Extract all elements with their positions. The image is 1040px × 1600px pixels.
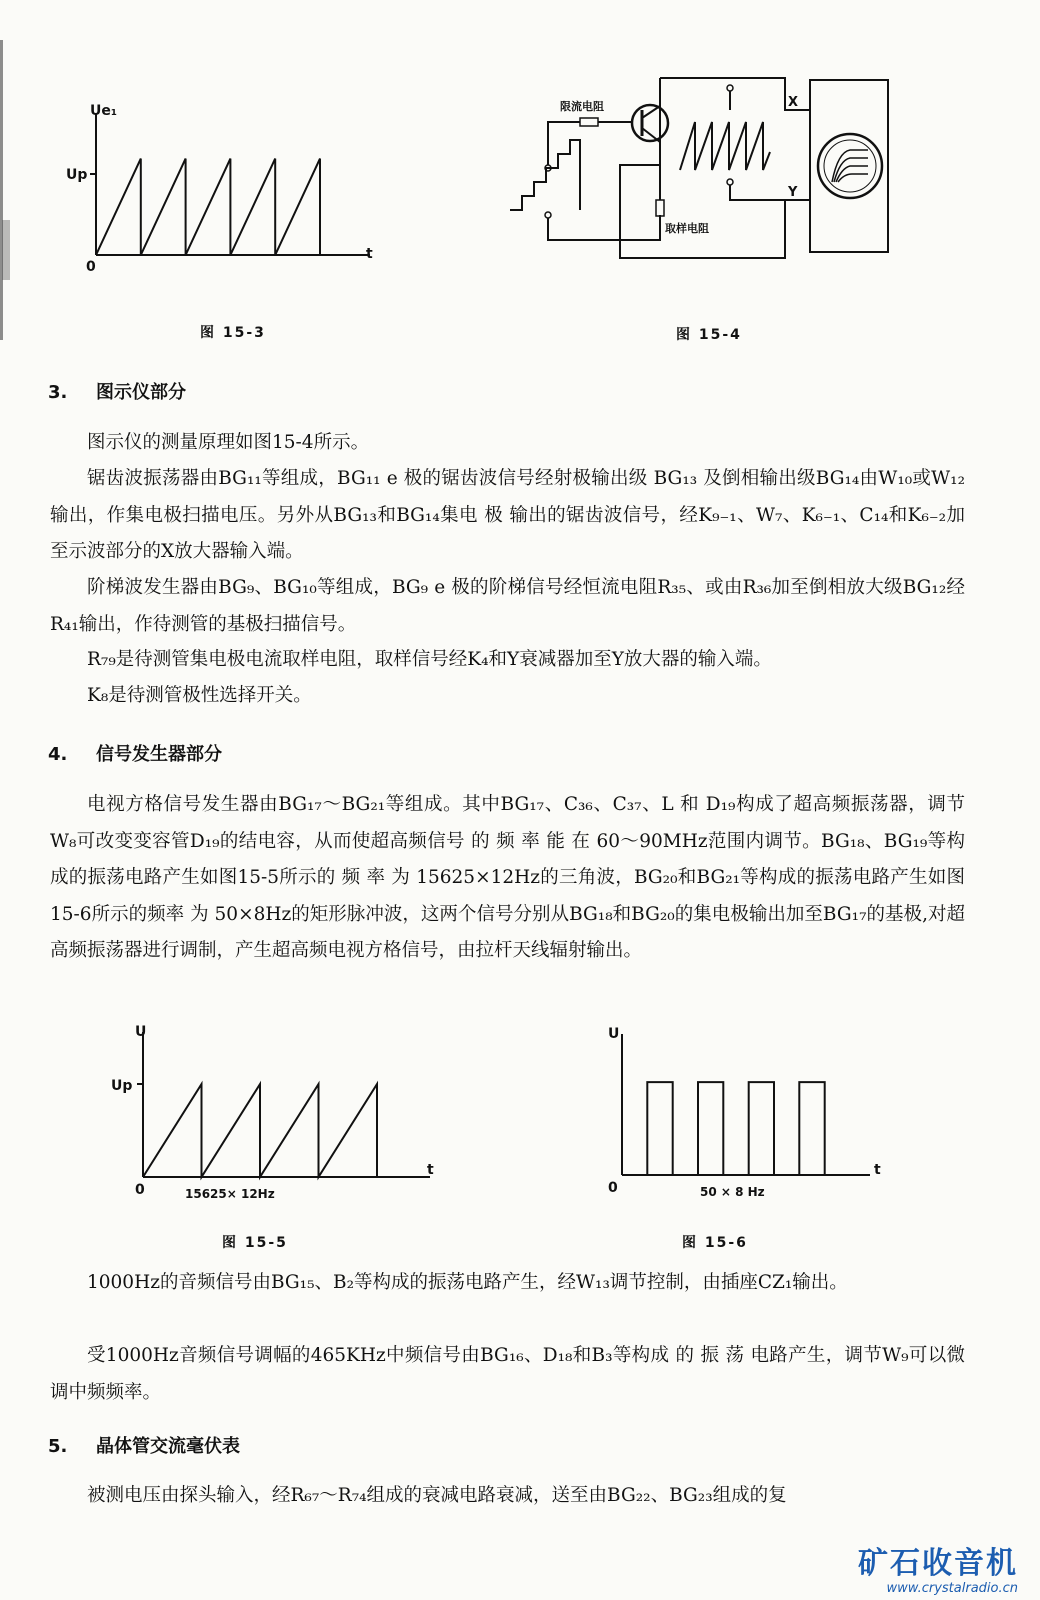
paragraph: 图示仪的测量原理如图15-4所示。	[87, 432, 370, 453]
curve-tracer-circuit	[500, 70, 900, 280]
transistor-symbol	[632, 105, 668, 141]
figure-15-3-caption: 图 15-3	[200, 325, 266, 341]
terminal	[545, 212, 551, 218]
sawtooth-series	[96, 159, 320, 255]
characteristic-curves	[832, 150, 868, 182]
section-3-heading	[48, 378, 186, 404]
paragraph: 锯齿波振荡器由BG₁₁等组成，BG₁₁ e 极的锯齿波信号经射极输出级 BG₁₃ 及倒相输出级BG₁₄由W₁₀或W₁₂输出，作集电极扫描电压。另外从BG₁₃和BG₁₄集电 极 输出的锯齿波信号，经K₉₋₁、W₇、K₆₋₁、C₁₄和K₆₋₂加至示波部分的X放大器输入端。	[50, 468, 965, 562]
paragraph: R₇₉是待测管集电极电流取样电阻，取样信号经K₄和Y衰减器加至Y放大器的输入端。	[87, 649, 772, 670]
figure-15-6	[590, 1022, 900, 1212]
sweep-sawtooth-symbol	[680, 122, 770, 170]
section-5-heading	[48, 1432, 240, 1458]
level-label: Up	[66, 167, 88, 183]
figure-15-4	[500, 70, 900, 280]
staircase-symbol	[510, 140, 580, 210]
watermark-url: www.crystalradio.cn	[886, 1581, 1018, 1596]
figure-15-4-caption: 图 15-4	[676, 327, 742, 343]
figure-15-5-caption: 图 15-5	[222, 1235, 288, 1251]
paragraph: K₈是待测管极性选择开关。	[87, 685, 312, 706]
pulse-chart-15-6	[590, 1022, 900, 1212]
wire-y	[620, 165, 785, 258]
level-label: Up	[111, 1078, 133, 1094]
section-number: 5.	[48, 1436, 68, 1457]
sample-resistor	[656, 200, 664, 216]
x-input-label: X	[788, 95, 799, 110]
section-title: 晶体管交流毫伏表	[96, 1436, 240, 1457]
time-label: t	[874, 1162, 881, 1178]
figure-15-3	[60, 95, 390, 295]
y-axis-label: U	[608, 1026, 620, 1042]
time-label: t	[427, 1162, 434, 1178]
y-axis-label: Ue₁	[90, 103, 117, 119]
limit-resistor-label: 限流电阻	[560, 100, 604, 113]
time-label: t	[366, 246, 373, 262]
origin-label: 0	[608, 1180, 618, 1196]
paragraph: 阶梯波发生器由BG₉、BG₁₀等组成，BG₉ e 极的阶梯信号经恒流电阻R₃₅、或由R₃₆加至倒相放大级BG₁₂经R₄₁输出，作待测管的基极扫描信号。	[50, 577, 965, 635]
scan-edge-mark	[0, 40, 3, 340]
section-title: 图示仪部分	[96, 382, 186, 403]
wire-base	[548, 122, 580, 165]
y-axis-label: U	[135, 1024, 147, 1040]
paragraph: 1000Hz的音频信号由BG₁₅、B₂等构成的振荡电路产生，经W₁₃调节控制，由插座CZ₁输出。	[87, 1272, 848, 1293]
triangle-series	[143, 1084, 377, 1177]
y-input-label: Y	[788, 185, 798, 200]
sample-resistor-label: 取样电阻	[665, 222, 709, 235]
limit-resistor	[580, 118, 598, 126]
paragraph: 电视方格信号发生器由BG₁₇～BG₂₁等组成。其中BG₁₇、C₃₆、C₃₇、L 和 D₁₉构成了超高频振荡器，调节W₈可改变变容管D₁₉的结电容，从而使超高频信号 的 频 率 能 在 60～90MHz范围内调节。BG₁₈、BG₁₉等构成的振荡电路产生如图15-5所示的 频 率 为 15625×12Hz的三角波，BG₂₀和BG₂₁等构成的振荡电路产生如图15-6所示的频率 为 50×8Hz的矩形脉冲波，这两个信号分别从BG₁₈和BG₂₀的集电极输出加至BG₁₇的基极,对超高频振荡器进行调制，产生超高频电视方格信号，由拉杆天线辐射输出。	[50, 794, 965, 961]
figure-15-5	[105, 1022, 445, 1212]
scan-edge-mark	[2, 220, 10, 280]
sawtooth-chart-15-3	[60, 95, 390, 295]
pulse-series	[622, 1082, 850, 1175]
frequency-label: 50 × 8 Hz	[700, 1185, 765, 1199]
origin-label: 0	[135, 1182, 145, 1198]
terminal	[727, 85, 733, 91]
watermark-name: 矿石收音机	[858, 1546, 1018, 1581]
paragraph: 受1000Hz音频信号调幅的465KHz中频信号由BG₁₆、D₁₈和B₃等构成 的 振 荡 电路产生，调节W₉可以微调中频频率。	[50, 1345, 965, 1403]
frequency-label: 15625× 12Hz	[185, 1187, 275, 1201]
section-number: 4.	[48, 744, 68, 765]
figure-15-6-caption: 图 15-6	[682, 1235, 748, 1251]
origin-label: 0	[86, 259, 96, 275]
paragraph: 被测电压由探头输入，经R₆₇～R₇₄组成的衰减电路衰减，送至由BG₂₂、BG₂₃组成的复	[87, 1485, 787, 1506]
section-title: 信号发生器部分	[96, 744, 222, 765]
watermark-logo	[858, 1547, 1018, 1596]
section-number: 3.	[48, 382, 68, 403]
sawtooth-chart-15-5	[105, 1022, 445, 1212]
section-4-heading	[48, 740, 222, 766]
terminal	[727, 179, 733, 185]
